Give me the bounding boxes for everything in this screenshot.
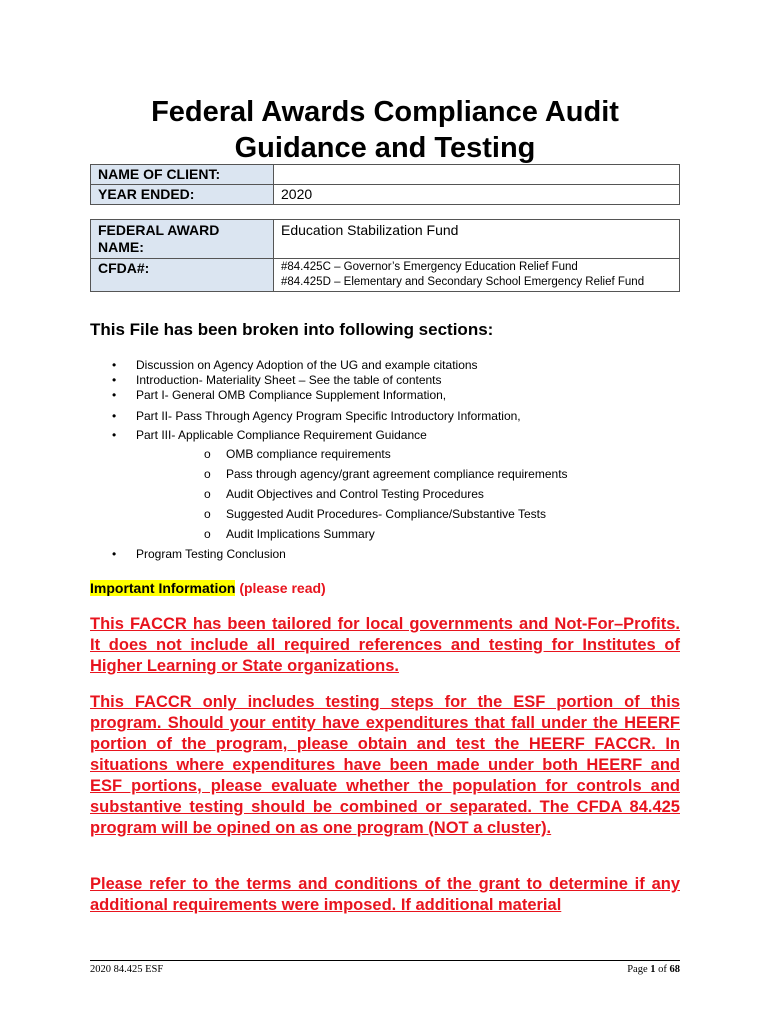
sub-list-item: o Audit Implications Summary bbox=[204, 527, 375, 541]
cfda-label: CFDA#: bbox=[91, 259, 274, 292]
sections-list bbox=[90, 358, 680, 562]
title-line-2: Guidance and Testing bbox=[234, 132, 536, 164]
important-info-heading bbox=[90, 580, 326, 596]
sub-bullet-icon: o bbox=[204, 527, 211, 541]
list-item: • Discussion on Agency Adoption of the UG and example citations bbox=[112, 358, 478, 372]
sections-heading: This File has been broken into following sections: bbox=[90, 320, 494, 339]
cfda-value bbox=[274, 259, 680, 292]
page-footer bbox=[90, 964, 680, 975]
year-ended-value: 2020 bbox=[274, 185, 680, 205]
list-item: • Program Testing Conclusion bbox=[112, 547, 286, 561]
table-row bbox=[91, 165, 680, 185]
important-label: Important Information bbox=[90, 580, 236, 596]
footer-doc-id: 2020 84.425 ESF bbox=[90, 964, 164, 975]
list-item: • Part I- General OMB Compliance Supplement Information, bbox=[112, 388, 447, 402]
list-item: • Part II- Pass Through Agency Program Specific Introductory Information, bbox=[112, 409, 521, 423]
award-name-value: Education Stabilization Fund bbox=[274, 220, 680, 259]
list-item: • Introduction- Materiality Sheet – See the table of contents bbox=[112, 373, 442, 387]
sub-bullet-icon: o bbox=[204, 507, 211, 521]
sub-bullet-icon: o bbox=[204, 487, 211, 501]
sub-list-item: o OMB compliance requirements bbox=[204, 447, 391, 461]
bullet-icon: • bbox=[112, 373, 117, 387]
sub-bullet-icon: o bbox=[204, 447, 211, 461]
sub-list-item: o Audit Objectives and Control Testing Procedures bbox=[204, 487, 484, 501]
client-info-table bbox=[90, 164, 680, 205]
table-row bbox=[91, 259, 680, 292]
cfda-value-line-1: #84.425C – Governor’s Emergency Education Relief Fund bbox=[281, 261, 578, 273]
bullet-icon: • bbox=[112, 388, 117, 402]
title-line-1: Federal Awards Compliance Audit bbox=[151, 96, 619, 128]
document-title bbox=[90, 94, 680, 166]
warning-paragraph-2: This FACCR only includes testing steps for the ESF portion of this program. Should your entity have expenditures that fall under the HEERF portion of the program, please obtain and test the HEERF FACCR. In situations where expenditures have been made under both HEERF and ESF portions, please evaluate whether the population for controls and substantive testing should be combined or separated. The CFDA 84.425 program will be opined on as one program (NOT a cluster). bbox=[90, 693, 680, 837]
table-row bbox=[91, 185, 680, 205]
client-name-value bbox=[274, 165, 680, 185]
bullet-icon: • bbox=[112, 409, 117, 423]
award-name-label: FEDERAL AWARD NAME: bbox=[91, 220, 274, 259]
sub-bullet-icon: o bbox=[204, 467, 211, 481]
cfda-value-line-2: #84.425D – Elementary and Secondary School Emergency Relief Fund bbox=[281, 276, 645, 288]
award-info-table bbox=[90, 219, 680, 292]
footer-divider bbox=[90, 960, 680, 961]
bullet-icon: • bbox=[112, 358, 117, 372]
sub-list-item: o Pass through agency/grant agreement compliance requirements bbox=[204, 467, 568, 481]
list-item: • Part III- Applicable Compliance Requirement Guidance o OMB compliance requirements o Pass through agency/grant agreement compliance requirements o Audit Objectives and Control Testing Procedures o Suggested Audit Procedures- Compliance/Substantive Tests o Audit Implications Summary bbox=[90, 428, 680, 542]
warning-paragraph-3: Please refer to the terms and conditions of the grant to determine if any additional requirements were imposed. If additional material bbox=[90, 875, 680, 914]
table-row bbox=[91, 220, 680, 259]
bullet-icon: • bbox=[112, 428, 117, 442]
warning-paragraph-1: This FACCR has been tailored for local governments and Not-For–Profits. It does not include all required references and testing for Institutes of Higher Learning or State organizations. bbox=[90, 615, 680, 675]
client-name-label: NAME OF CLIENT: bbox=[91, 165, 274, 185]
important-note: (please read) bbox=[239, 580, 326, 596]
page-number: Page 1 of 68 bbox=[627, 964, 680, 975]
sub-list-item: o Suggested Audit Procedures- Compliance/Substantive Tests bbox=[204, 507, 546, 521]
sub-list bbox=[136, 447, 680, 542]
bullet-icon: • bbox=[112, 547, 117, 561]
year-ended-label: YEAR ENDED: bbox=[91, 185, 274, 205]
